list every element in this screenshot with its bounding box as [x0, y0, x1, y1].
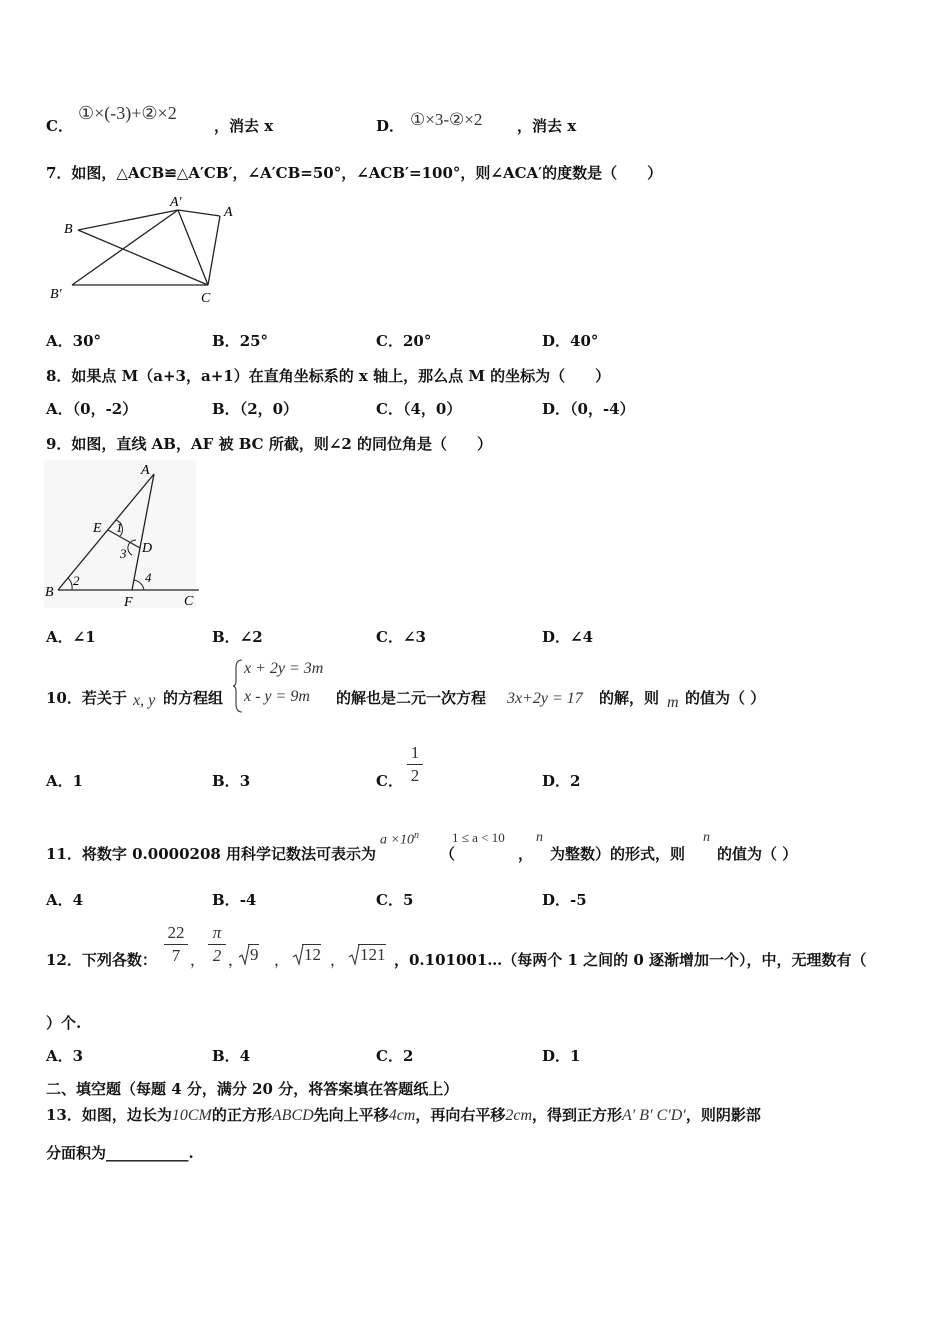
q7-label-B: B: [64, 222, 73, 237]
option-label: B．: [212, 772, 240, 790]
q11-var-n2: n: [703, 830, 710, 845]
option-label: A．: [46, 891, 73, 909]
q12-radical-sign: [292, 944, 304, 966]
option-label: A．: [46, 400, 73, 418]
option-text: 1: [570, 1047, 581, 1065]
option-label: D．: [542, 628, 571, 646]
q12-line2: ）个.: [46, 1014, 82, 1032]
q10-option-b: [212, 770, 250, 791]
q11-option-d: [542, 889, 587, 910]
q12-prefix: 12．下列各数：: [46, 951, 157, 969]
option-text: （2，0）: [239, 400, 299, 418]
q8-stem: 8．如果点 M（a+3，a+1）在直角坐标系的 x 轴上，那么点 M 的坐标为（ ）: [46, 367, 611, 385]
q11-comma: ，: [518, 845, 534, 863]
q11-option-b: [212, 889, 256, 910]
option-text: 20°: [402, 332, 432, 350]
q13-text: .: [188, 1144, 194, 1162]
option-label: A．: [46, 332, 73, 350]
q13-text: 分面积为: [46, 1144, 107, 1162]
q9-label-E: E: [93, 521, 102, 536]
option-label: C．: [376, 628, 403, 646]
option-label: D．: [542, 400, 571, 418]
q10-var-m: m: [667, 694, 679, 711]
q13-answer-blank[interactable]: ___________: [106, 1144, 189, 1162]
q7-stem: 7．如图，△ACB≌△A′CB′，∠A′CB=50°，∠ACB′=100°，则∠ACA′的度数是（ ）: [46, 164, 663, 182]
q8-option-c: [376, 398, 461, 419]
option-text: ∠4: [570, 628, 594, 646]
q9-label-1: 1: [116, 520, 123, 535]
option-text: 30°: [72, 332, 102, 350]
option-text: 1: [72, 772, 84, 790]
option-label: D．: [542, 891, 571, 909]
q13-shift-up: 4cm: [388, 1107, 416, 1124]
q7-option-a: [46, 330, 101, 351]
option-text: 2: [570, 772, 581, 790]
fraction-denominator: 2: [212, 946, 222, 965]
q6-option-d-tail: ，消去 x: [517, 117, 577, 135]
fraction-numerator: 22: [167, 923, 185, 942]
q11-prefix: 11．将数字 0.0000208 用科学记数法可表示为: [46, 845, 377, 863]
option-text: -5: [570, 891, 587, 909]
option-text: （4，0）: [402, 400, 462, 418]
q10-option-d: [542, 770, 580, 791]
q13-shift-right: 2cm: [505, 1107, 533, 1124]
fraction-denominator: 2: [410, 766, 420, 785]
q9-label-C: C: [184, 594, 194, 609]
q13-text: ，则阴影部: [685, 1106, 761, 1124]
option-label: B．: [212, 1047, 240, 1065]
q10-tail: 的值为（ ）: [685, 689, 766, 707]
q11-form-base: a ×10: [380, 832, 414, 848]
fraction-numerator: π: [212, 923, 222, 942]
q9-option-c: [376, 626, 426, 647]
q12-root-12: [302, 944, 321, 965]
q11-option-c: [376, 889, 413, 910]
q10-option-c-fraction: [407, 743, 423, 786]
option-text: 4: [239, 1047, 251, 1065]
q11-paren-open: （: [440, 845, 456, 863]
option-label: D．: [542, 332, 571, 350]
q8-option-b: [212, 398, 298, 419]
q10-eq3: 3x+2y = 17: [507, 690, 583, 707]
option-label: A．: [46, 772, 73, 790]
option-text: ∠2: [239, 628, 263, 646]
option-label: C．: [376, 1047, 403, 1065]
option-text: 3: [239, 772, 251, 790]
q11-condition: 1 ≤ a < 10: [452, 830, 505, 845]
q9-label-2: 2: [73, 573, 80, 588]
q6-option-c-label: C．: [46, 117, 73, 135]
fraction-numerator: 1: [410, 743, 420, 762]
q9-option-a: [46, 626, 96, 647]
q8-option-a: [46, 398, 137, 419]
q12-separator: ，: [228, 951, 244, 969]
q7-label-A: A: [224, 205, 233, 220]
q13-text: 的正方形: [211, 1106, 272, 1124]
q9-label-F: F: [124, 595, 133, 610]
option-text: 2: [402, 1047, 414, 1065]
q13-text: 13．如图，边长为: [46, 1106, 172, 1124]
option-label: C．: [376, 332, 403, 350]
q7-label-A-prime: A′: [170, 195, 182, 210]
q9-label-3: 3: [120, 546, 127, 561]
q7-line-BC: [78, 230, 208, 285]
q9-label-4: 4: [145, 570, 152, 585]
q9-label-D: D: [142, 541, 153, 556]
option-label: A．: [46, 628, 73, 646]
q7-option-b: [212, 330, 268, 351]
q12-option-c: [376, 1045, 413, 1066]
q12-option-b: [212, 1045, 250, 1066]
q11-option-a: [46, 889, 83, 910]
q13-text: 先向上平移: [313, 1106, 389, 1124]
q10-eq2: x - y = 9m: [244, 688, 310, 705]
option-text: 4: [72, 891, 84, 909]
q6-option-c-expr: ①×(-3)+②×2: [78, 103, 177, 123]
option-label: B．: [212, 628, 240, 646]
q7-label-C: C: [201, 291, 211, 306]
q7-line-AC: [208, 216, 220, 285]
option-label: C．: [376, 891, 403, 909]
q12-fraction-22-7: [164, 923, 188, 966]
q7-line-A1A: [178, 210, 220, 216]
q8-option-d: [542, 398, 635, 419]
q11-form-exp: n: [413, 830, 419, 841]
option-text: （0，-4）: [570, 400, 635, 418]
fraction-bar: [208, 944, 226, 945]
option-label: A．: [46, 1047, 73, 1065]
q12-separator: ，: [190, 951, 206, 969]
fraction-bar: [164, 944, 188, 945]
option-text: ∠3: [402, 628, 426, 646]
q12-separator: ，: [274, 951, 290, 969]
option-text: 5: [402, 891, 414, 909]
q10-option-a: [46, 770, 83, 791]
q13-side-length: 10CM: [171, 1107, 212, 1124]
fraction-bar: [407, 764, 423, 765]
q11-var-n: n: [536, 830, 543, 845]
q9-label-B: B: [45, 585, 54, 600]
option-label: B．: [212, 891, 240, 909]
q7-label-B-prime: B′: [50, 287, 62, 302]
q12-option-d: [542, 1045, 580, 1066]
radicand: 12: [304, 945, 321, 964]
q10-mid2: 的解也是二元一次方程: [336, 689, 487, 707]
q9-stem: 9．如图，直线 AB，AF 被 BC 所截，则∠2 的同位角是（ ）: [46, 435, 493, 453]
q10-option-c-label: C．: [376, 772, 403, 790]
q9-option-d: [542, 626, 593, 647]
section-heading-fill-in: 二、填空题（每题 4 分，满分 20 分，将答案填在答题纸上）: [46, 1080, 459, 1098]
radicand: 9: [250, 945, 259, 964]
option-label: B．: [212, 332, 240, 350]
q7-option-d: [542, 330, 598, 351]
q9-label-A: A: [141, 463, 150, 478]
q11-form: [380, 830, 419, 849]
q12-radical-sign: [348, 944, 360, 966]
q7-option-c: [376, 330, 431, 351]
q6-option-d-label: D．: [376, 117, 405, 135]
q6-option-c-tail: ，消去 x: [214, 117, 274, 135]
q13-text: ，再向右平移: [415, 1106, 506, 1124]
q10-prefix: 10．若关于: [46, 689, 127, 707]
q12-tail: ，0.101001…（每两个 1 之间的 0 逐渐增加一个），中，无理数有（: [394, 951, 867, 969]
q11-mid: 为整数）的形式，则: [550, 845, 686, 863]
fraction-denominator: 7: [171, 946, 181, 965]
q12-radical-sign: [238, 944, 250, 966]
q10-vars: x, y: [133, 692, 156, 709]
option-label: D．: [542, 772, 571, 790]
q12-option-a: [46, 1045, 83, 1066]
option-text: （0，-2）: [72, 400, 138, 418]
q12-fraction-pi-2: [208, 923, 226, 966]
option-text: -4: [239, 891, 257, 909]
q10-eq1: x + 2y = 3m: [244, 660, 324, 677]
option-text: 25°: [239, 332, 269, 350]
option-text: 40°: [570, 332, 599, 350]
q6-option-d-expr: ①×3-②×2: [410, 110, 483, 129]
option-text: 3: [72, 1047, 84, 1065]
option-text: ∠1: [72, 628, 96, 646]
q9-angle-figure: [44, 460, 204, 612]
option-label: D．: [542, 1047, 571, 1065]
q13-square-name: ABCD: [271, 1107, 314, 1124]
q9-option-b: [212, 626, 263, 647]
q12-root-121: [358, 944, 386, 965]
q10-mid3: 的解，则: [599, 689, 660, 707]
option-label: B．: [212, 400, 240, 418]
q12-separator: ，: [330, 951, 346, 969]
q13-new-square-name: A′ B′ C′D′: [622, 1107, 686, 1124]
q11-tail: 的值为（ ）: [717, 845, 798, 863]
q7-triangle-figure: [44, 190, 244, 308]
q13-text: ，得到正方形: [532, 1106, 623, 1124]
radicand: 121: [360, 945, 386, 964]
q13-line2: [46, 1142, 194, 1163]
q10-mid1: 的方程组: [163, 689, 224, 707]
q10-system-brace: [232, 658, 244, 714]
q13-line1: [46, 1104, 761, 1125]
option-label: C．: [376, 400, 403, 418]
